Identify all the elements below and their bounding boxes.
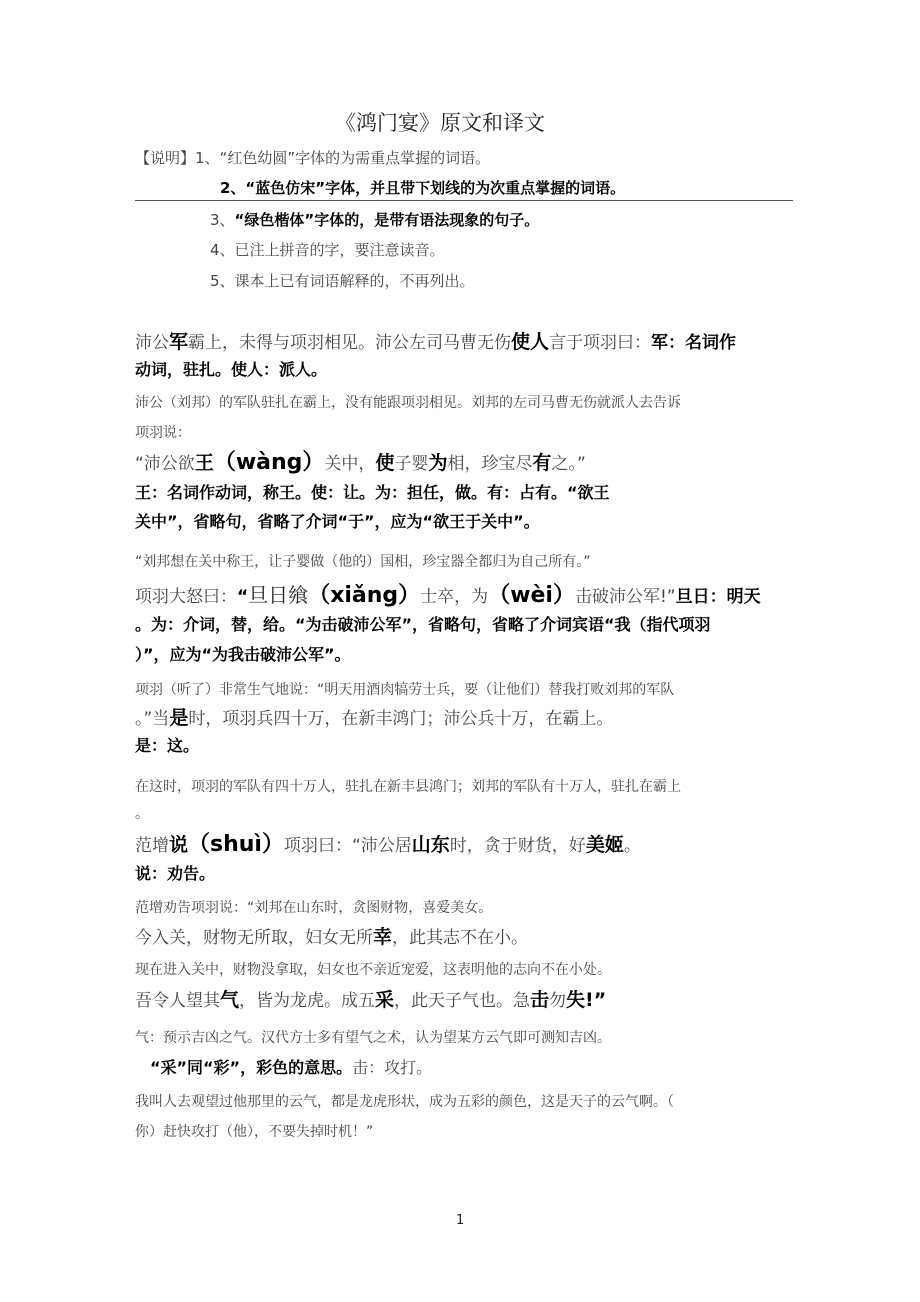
emphasis-segment: 旦日：明天 [675, 587, 761, 607]
document-title: 《鸿门宴》原文和译文 [335, 111, 545, 135]
emphasis-segment: 山东 [411, 834, 450, 856]
text-line [135, 832, 641, 858]
text-segment: 士卒，为 [420, 587, 489, 607]
emphasis-segment: 军：名词作 [651, 333, 737, 353]
text-line [135, 987, 606, 1013]
text-segment: 项羽说： [135, 425, 191, 441]
emphasis-segment: 采 [375, 989, 395, 1011]
emphasis-segment: 旦日飨 [248, 583, 309, 607]
emphasis-segment: 动词，驻扎。使人：派人。 [135, 360, 328, 379]
text-segment: 关中， [324, 454, 376, 474]
text-line [135, 1025, 611, 1051]
emphasis-segment: 有 [532, 452, 552, 474]
emphasis-segment: “采”同“彩”，彩色的意思。 [150, 1058, 353, 1077]
text-line [135, 450, 586, 476]
text-line [135, 509, 540, 535]
text-line [135, 895, 492, 921]
emphasis-segment: 气 [220, 989, 240, 1011]
emphasis-segment: 关中”，省略句，省略了介词“于”，应为“欲王于关中”。 [135, 512, 540, 531]
text-line [135, 390, 681, 416]
emphasis-segment: （shuì） [188, 832, 284, 857]
text-line [135, 612, 711, 638]
text-segment: 现在进入关中，财物没拿取，妇女也不亲近宠爱，这表明他的志向不在小处。 [135, 962, 611, 978]
text-line [210, 207, 539, 233]
emphasis-segment: 说：劝告。 [135, 864, 216, 883]
text-segment: ，此其志不在小。 [392, 928, 529, 948]
text-segment: 时，贪于财货，好 [449, 836, 586, 856]
text-segment: 击：攻打。 [352, 1058, 433, 1077]
emphasis-segment: 是 [169, 707, 189, 729]
text-line [135, 957, 611, 983]
text-segment: 勿 [549, 991, 567, 1011]
text-segment: 范增 [135, 836, 169, 856]
text-segment: 【说明】1、“红色幼圆”字体的为需重点掌握的词语。 [135, 149, 491, 167]
text-segment: 子婴 [394, 454, 429, 474]
text-line [135, 774, 681, 800]
text-line [135, 420, 191, 446]
text-segment: 我叫人去观望过他那里的云气，都是龙虎形状，成为五彩的颜色，这是天子的云气啊。（ [135, 1094, 674, 1110]
emphasis-segment: 说 [169, 834, 189, 856]
emphasis-segment: 军 [169, 331, 189, 353]
text-line [135, 145, 490, 171]
text-segment: 。”当 [135, 709, 170, 729]
text-line [210, 237, 445, 263]
text-segment: 项羽大怒曰： [135, 587, 237, 607]
text-segment: 在这时，项羽的军队有四十万人，驻扎在新丰县鸿门；刘邦的军队有十万人，驻扎在霸上 [135, 779, 681, 795]
text-segment: 之。” [551, 454, 586, 474]
emphasis-segment: 王 [194, 452, 214, 474]
emphasis-segment: 幸 [373, 926, 393, 948]
text-line [135, 642, 351, 668]
text-segment: ，皆为龙虎。成五 [239, 991, 376, 1011]
text-segment: 吾令人望其 [135, 991, 220, 1011]
text-segment: 霸上，未得与项羽相见。沛公左司马曹无伤 [188, 333, 512, 353]
emphasis-segment: 是：这。 [135, 736, 200, 755]
text-segment: 你）赶快攻打（他），不要失掉时机！” [135, 1124, 374, 1140]
text-line [220, 175, 625, 201]
text-segment: “沛公欲 [135, 454, 195, 474]
text-line [135, 801, 149, 827]
text-segment: 时，项羽兵四十万，在新丰鸿门；沛公兵十万，在霸上。 [188, 709, 614, 729]
text-line [210, 268, 475, 294]
text-segment: 4、已注上拼音的字，要注意读音。 [210, 241, 445, 259]
text-line [135, 677, 674, 703]
emphasis-segment: 失!” [566, 989, 607, 1011]
text-segment: 3、 [210, 211, 235, 229]
page-number: 1 [456, 1213, 465, 1228]
emphasis-segment: （wèi） [488, 583, 575, 608]
emphasis-segment: （wàng） [213, 450, 325, 475]
text-segment: 。 [623, 836, 641, 856]
text-line [135, 582, 761, 608]
text-line [135, 733, 199, 759]
emphasis-segment: “ [237, 587, 249, 607]
text-line [135, 924, 528, 950]
emphasis-segment: 美姬 [585, 834, 624, 856]
emphasis-segment: 2、“蓝色仿宋”字体，并且带下划线的为次重点掌握的词语。 [220, 179, 626, 197]
emphasis-segment: “绿色楷体”字体的，是带有语法现象的句子。 [234, 211, 540, 229]
emphasis-segment: ）”，应为“为我击破沛公军”。 [135, 645, 351, 664]
emphasis-segment: 王：名词作动词，称王。使：让。为：担任，做。有：占有。“欲王 [135, 483, 610, 502]
emphasis-segment: 击 [530, 989, 550, 1011]
text-segment: 相，珍宝尽 [447, 454, 533, 474]
text-segment: 。 [135, 806, 149, 822]
text-segment: 言于项羽曰： [549, 333, 652, 353]
text-line [135, 1119, 373, 1145]
text-line [135, 861, 215, 887]
text-line [150, 1055, 432, 1081]
text-segment: 沛公（刘邦）的军队驻扎在霸上，没有能跟项羽相见。刘邦的左司马曹无伤就派人去告诉 [135, 395, 681, 411]
text-line [135, 705, 613, 731]
text-line [135, 549, 591, 575]
text-segment: 项羽曰：“沛公居 [283, 836, 412, 856]
text-segment: 项羽（听了）非常生气地说：“明天用酒肉犒劳士兵，要（让他们）替我打败刘邦的军队 [135, 682, 675, 698]
text-segment: 击破沛公军!” [574, 587, 676, 607]
text-segment: 今入关，财物无所取，妇女无所 [135, 928, 373, 948]
emphasis-segment: 使人 [511, 331, 550, 353]
emphasis-segment: （xiǎng） [308, 583, 421, 608]
text-segment: 气：预示吉凶之气。汉代方士多有望气之术，认为望某方云气即可测知吉凶。 [135, 1030, 611, 1046]
emphasis-segment: 为 [428, 452, 448, 474]
text-segment: 沛公 [135, 333, 169, 353]
text-segment: “刘邦想在关中称王，让子婴做（他的）国相，珍宝器全都归为自己所有。” [135, 554, 591, 570]
text-segment: 5、课本上已有词语解释的，不再列出。 [210, 272, 475, 290]
text-line [135, 329, 736, 355]
text-line [135, 357, 327, 383]
text-segment: ，此天子气也。急 [394, 991, 531, 1011]
emphasis-segment: 。为：介词，替，给。“为击破沛公军”，省略句，省略了介词宾语“我（指代项羽 [135, 615, 711, 634]
text-line [135, 1089, 674, 1115]
emphasis-segment: 使 [375, 452, 395, 474]
text-segment: 范增劝告项羽说：“刘邦在山东时，贪图财物，喜爱美女。 [135, 900, 493, 916]
text-line [135, 480, 610, 506]
